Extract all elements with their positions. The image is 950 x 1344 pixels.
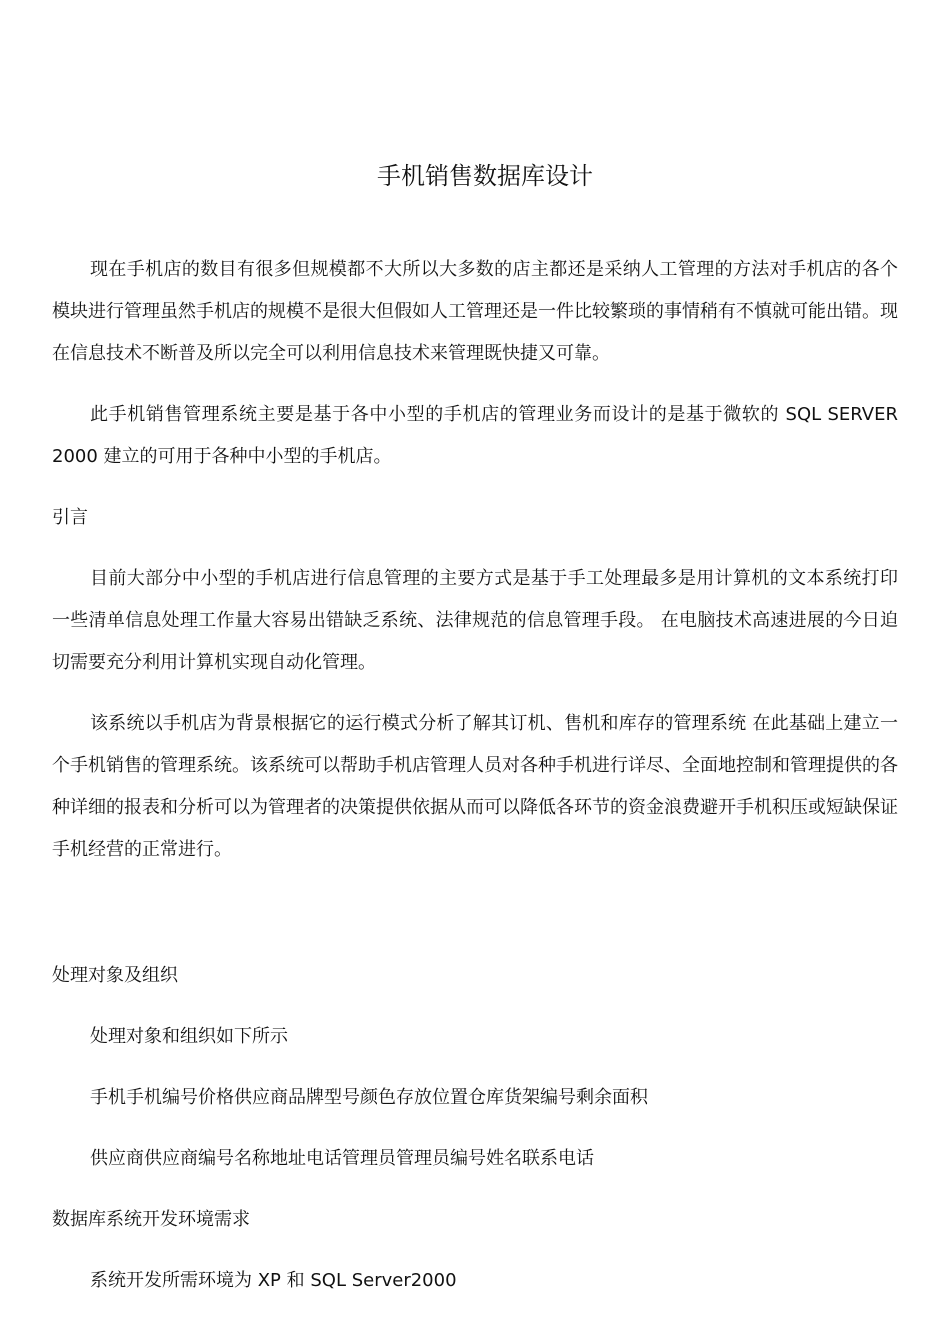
document-title: 手机销售数据库设计	[377, 162, 593, 190]
intro-paragraph-2: 此手机销售管理系统主要是基于各中小型的手机店的管理业务而设计的是基于微软的 SQL SERVER 2000 建立的可用于各种中小型的手机店。	[52, 404, 898, 467]
heading-introduction: 引言	[52, 507, 88, 528]
introduction-paragraph-2: 该系统以手机店为背景根据它的运行模式分析了解其订机、售机和库存的管理系统 在此基础上建立一个手机销售的管理系统。该系统可以帮助手机店管理人员对各种手机进行详尽、全面地控制和管理提供的各种详细的报表和分析可以为管理者的决策提供依据从而可以降低各环节的资金浪费避开手机积压或短缺保证手机经营的正常进行。	[52, 713, 898, 860]
objects-phone-fields: 手机手机编号价格供应商品牌型号颜色存放位置仓库货架编号剩余面积	[90, 1087, 648, 1108]
objects-supplier-fields: 供应商供应商编号名称地址电话管理员管理员编号姓名联系电话	[90, 1148, 594, 1169]
dev-environment-description: 系统开发所需环境为 XP 和 SQL Server2000	[90, 1270, 457, 1291]
introduction-paragraph-1: 目前大部分中小型的手机店进行信息管理的主要方式是基于手工处理最多是用计算机的文本系统打印一些清单信息处理工作量大容易出错缺乏系统、法律规范的信息管理手段。 在电脑技术高速进展的今日迫切需要充分利用计算机实现自动化管理。	[52, 568, 898, 673]
intro-paragraph-1: 现在手机店的数目有很多但规模都不大所以大多数的店主都还是采纳人工管理的方法对手机店的各个模块进行管理虽然手机店的规模不是很大但假如人工管理还是一件比较繁琐的事情稍有不慎就可能出错。现在信息技术不断普及所以完全可以利用信息技术来管理既快捷又可靠。	[52, 259, 898, 364]
objects-description: 处理对象和组织如下所示	[90, 1026, 288, 1047]
heading-dev-environment: 数据库系统开发环境需求	[52, 1209, 250, 1230]
heading-processing-objects: 处理对象及组织	[52, 965, 178, 986]
